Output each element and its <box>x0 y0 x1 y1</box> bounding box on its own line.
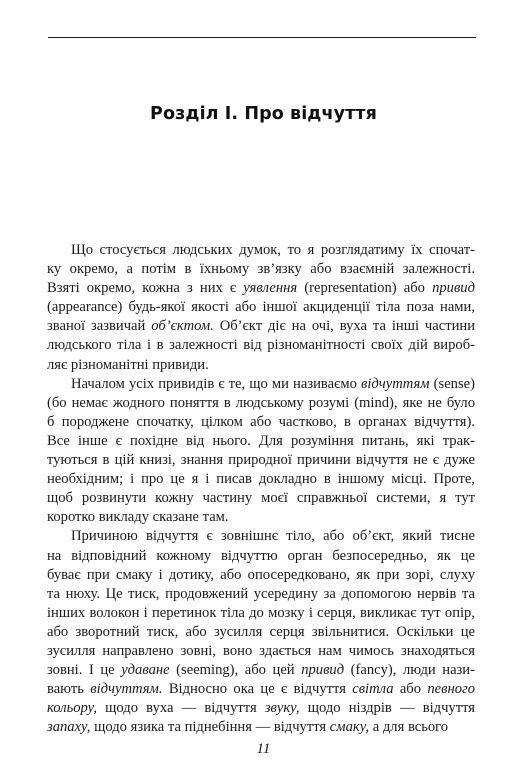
italic-term: об’єктом. <box>151 318 214 335</box>
text-run: зовні. І це <box>47 662 122 679</box>
text-line <box>47 298 475 317</box>
text-run: ляє різноманітні привиди. <box>47 356 209 373</box>
text-line <box>47 432 475 451</box>
body-text <box>47 241 475 737</box>
text-run: на відповідний кожному відчуттю орган безпосередньо, як це <box>47 547 475 564</box>
text-line <box>47 470 475 489</box>
text-run: щодо язика та піднебіння — відчуття <box>90 719 330 736</box>
text-line <box>47 527 475 546</box>
text-line <box>47 317 475 336</box>
text-line <box>47 375 475 394</box>
text-run: (seeming), або цей <box>169 662 302 679</box>
text-line <box>47 508 475 527</box>
text-run: (fancy), люди нази- <box>344 662 475 679</box>
text-run: Відносно ока це є відчуття <box>162 681 353 698</box>
text-run: щодо ніздрів — відчуття <box>299 700 475 717</box>
text-run: (sense) <box>429 375 475 392</box>
text-line <box>47 279 475 298</box>
paragraph <box>47 241 475 375</box>
text-line <box>47 623 475 642</box>
text-line <box>47 241 475 260</box>
italic-term: привид <box>432 280 475 297</box>
italic-term: запаху, <box>47 719 91 736</box>
text-run: Началом усіх привидів є те, що ми називаємо <box>71 375 361 392</box>
italic-term: удаване <box>121 662 170 679</box>
chapter-title: Розділ I. Про відчуття <box>150 104 377 124</box>
text-line <box>47 680 475 699</box>
text-line <box>47 718 475 737</box>
italic-term: привид <box>301 662 345 679</box>
text-line <box>47 489 475 508</box>
text-run: (appearance) будь-якої якості або іншої акциденції тіла поза нами, <box>47 299 475 316</box>
text-run: туються в цій книзі, знання природної причини відчуття не є дуже <box>47 452 475 469</box>
text-line <box>47 451 475 470</box>
header-rule <box>48 37 476 38</box>
paragraph <box>47 375 475 528</box>
text-run: Об’єкт діє на очі, вуха та інші частини <box>213 318 476 335</box>
text-run: людського тіла і в залежності від різноманітності своїх дій вироб- <box>47 337 475 354</box>
italic-term: певного <box>427 681 476 698</box>
italic-term: кольору, <box>47 700 98 717</box>
italic-term: смаку, <box>329 719 370 736</box>
text-line <box>47 661 475 680</box>
text-line <box>47 413 475 432</box>
text-run: а для всього <box>369 719 449 736</box>
text-run: (representation) або <box>297 280 433 297</box>
text-run: ку окремо, а потім в їхньому зв’язку або взаємній залежності. <box>47 261 475 278</box>
italic-term: уявлення <box>243 280 298 297</box>
text-line <box>47 260 475 279</box>
text-run: щоб розвинути кожну частину моєї справжньої системи, я тут <box>47 490 475 507</box>
text-run: Все інше є похідне від нього. Для розуміння питань, які трак- <box>47 432 475 449</box>
text-line <box>47 547 475 566</box>
text-run: коротко викладу сказане там. <box>47 509 229 526</box>
text-run: зусилля направлено зовні, воно здається нам чимось знаходяться <box>47 642 475 659</box>
italic-term: звуку, <box>264 700 300 717</box>
text-line <box>47 699 475 718</box>
text-line <box>47 336 475 355</box>
text-run: званої зазвичай <box>47 318 152 335</box>
text-run: Що стосується людських думок, то я розглядатиму їх спочат- <box>71 242 475 258</box>
text-line <box>47 356 475 375</box>
paragraph <box>47 527 475 737</box>
text-line <box>47 585 475 604</box>
text-run: щодо вуха — відчуття <box>97 700 265 717</box>
text-run: вають <box>47 681 91 698</box>
text-run: або зворотний тиск, або зусилля серця звільнитися. Оскільки це <box>47 623 475 640</box>
text-run: буває при смаку і дотику, або опосередковано, як при зорі, слуху <box>47 566 475 583</box>
text-line <box>47 642 475 661</box>
text-run: та нюху. Це тиск, продовжений усередину за допомогою нервів та <box>47 585 475 602</box>
text-run: необхідним; і про це я і писав докладно в іншому місці. Проте, <box>47 471 475 488</box>
text-run: або <box>393 681 428 698</box>
text-line <box>47 604 475 623</box>
page-number: 11 <box>256 741 271 757</box>
text-run: інших волокон і перетинок тіла до мозку і серця, викликає тут опір, <box>47 604 475 621</box>
text-line <box>47 394 475 413</box>
text-line <box>47 566 475 585</box>
text-run: Причиною відчуття є зовнішнє тіло, або об’єкт, який тисне <box>71 528 475 545</box>
italic-term: світла <box>352 681 394 698</box>
italic-term: відчуттям. <box>90 681 163 698</box>
text-run: Взяті окремо, кожна з них є <box>47 280 244 297</box>
italic-term: відчуттям <box>360 375 430 392</box>
text-run: б породжене спочатку, цілком або частково, в органах відчуття). <box>47 413 475 430</box>
text-run: (бо немає жодного поняття в людському розумі (mind), яке не було <box>47 394 475 411</box>
